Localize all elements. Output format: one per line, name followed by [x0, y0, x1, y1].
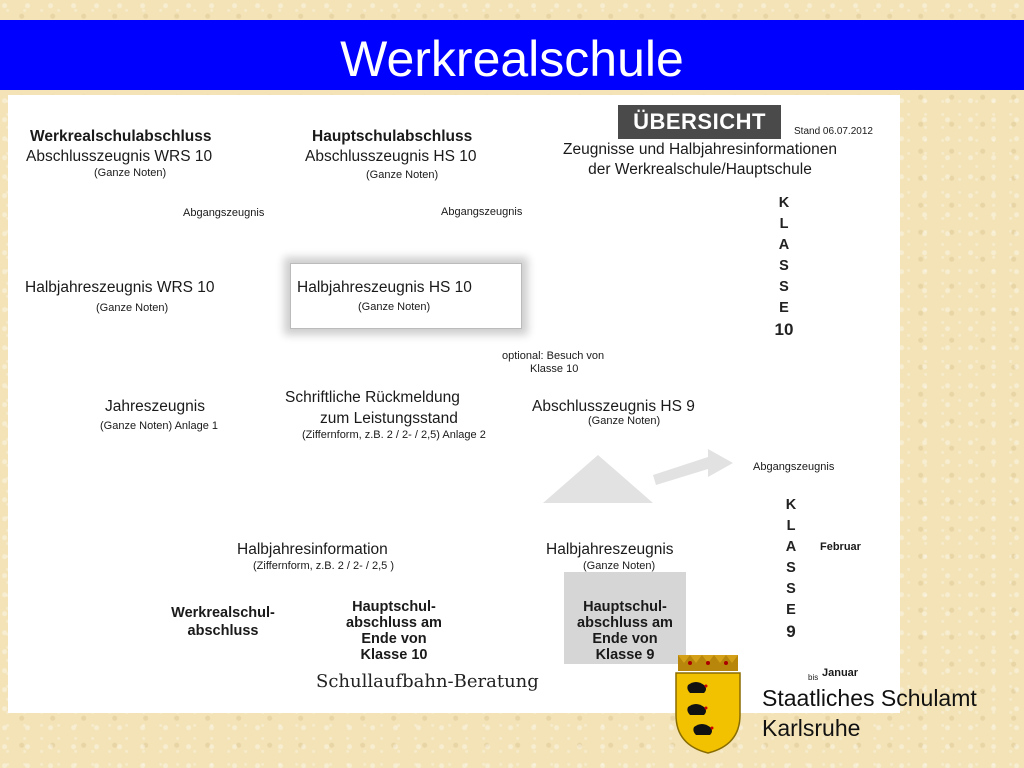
- halbjahresinformation-note: (Ziffernform, z.B. 2 / 2- / 2,5 ): [253, 560, 395, 572]
- stand-date: Stand 06.07.2012: [794, 126, 873, 137]
- halbjahr-hs10-note: (Ganze Noten): [358, 301, 431, 313]
- wrs-abschluss-title: Werkrealschulabschluss: [30, 128, 212, 145]
- jahreszeugnis-title: Jahreszeugnis: [105, 398, 205, 415]
- hs-abschluss-10-1: Hauptschul-: [352, 599, 436, 615]
- halbjahresinformation-title: Halbjahresinformation: [237, 541, 388, 558]
- bis-label: bis: [808, 673, 819, 682]
- schullaufbahn-beratung: Schullaufbahn-Beratung: [316, 671, 539, 692]
- abgangszeugnis-left: Abgangszeugnis: [183, 207, 265, 219]
- jahreszeugnis-note: (Ganze Noten) Anlage 1: [100, 420, 219, 432]
- hs-abschluss-subtitle: Abschlusszeugnis HS 10: [305, 148, 477, 165]
- hs-abschluss-9-4: Klasse 9: [595, 647, 655, 663]
- rueckmeldung-line1: Schriftliche Rückmeldung: [285, 389, 460, 406]
- februar-label: Februar: [820, 541, 861, 553]
- overview-heading-1: Zeugnisse und Halbjahresinformationen: [563, 141, 837, 158]
- hs-abschluss-9-3: Ende von: [592, 631, 658, 647]
- wrs-abschluss-subtitle: Abschlusszeugnis WRS 10: [26, 148, 213, 165]
- halbjahr-hs10-title: Halbjahreszeugnis HS 10: [297, 279, 472, 296]
- overview-badge: ÜBERSICHT: [618, 105, 781, 139]
- hs-abschluss-10-4: Klasse 10: [360, 647, 428, 663]
- klasse10-label: K L A S S E 10: [774, 195, 794, 339]
- footer-line1: Staatliches Schulamt: [762, 685, 977, 711]
- hs-abschluss-9-2: abschluss am: [577, 615, 673, 631]
- halbjahr-wrs10-note: (Ganze Noten): [96, 302, 169, 314]
- page-title: Werkrealschule: [340, 31, 684, 87]
- optional-line1: optional: Besuch von: [502, 350, 605, 362]
- wrs-abschluss-bottom-2: abschluss: [187, 623, 259, 639]
- abgangszeugnis-mid: Abgangszeugnis: [441, 206, 523, 218]
- hs-abschluss-title: Hauptschulabschluss: [312, 128, 473, 145]
- coat-of-arms-icon: [670, 655, 746, 755]
- promotion-arrow-icon: [538, 445, 738, 505]
- hs-abschluss-10-3: Ende von: [361, 631, 427, 647]
- wrs-abschluss-bottom-1: Werkrealschul-: [171, 605, 275, 621]
- wrs-abschluss-note: (Ganze Noten): [94, 167, 167, 179]
- halbjahr-wrs10-title: Halbjahreszeugnis WRS 10: [25, 279, 215, 296]
- hs-abschluss-10-2: abschluss am: [346, 615, 442, 631]
- klasse9-label: K L A S S E 9: [785, 497, 797, 641]
- overview-heading-2: der Werkrealschule/Hauptschule: [588, 161, 812, 178]
- abschluss-hs9-title: Abschlusszeugnis HS 9: [532, 398, 695, 415]
- januar-label: Januar: [822, 667, 859, 679]
- rueckmeldung-note: (Ziffernform, z.B. 2 / 2- / 2,5) Anlage 2: [302, 429, 486, 441]
- halbjahreszeugnis9-note: (Ganze Noten): [583, 560, 656, 572]
- abschluss-hs9-note: (Ganze Noten): [588, 415, 661, 427]
- overview-diagram: [8, 95, 900, 713]
- footer-line2: Karlsruhe: [762, 715, 861, 741]
- hs-abschluss-9-1: Hauptschul-: [583, 599, 667, 615]
- footer: [762, 683, 977, 743]
- halbjahreszeugnis9-title: Halbjahreszeugnis: [546, 541, 674, 558]
- abgangszeugnis-right: Abgangszeugnis: [753, 461, 835, 473]
- rueckmeldung-line2: zum Leistungsstand: [320, 410, 458, 427]
- title-bar: [0, 20, 1024, 90]
- optional-line2: Klasse 10: [530, 363, 579, 375]
- hs-abschluss-note: (Ganze Noten): [366, 169, 439, 181]
